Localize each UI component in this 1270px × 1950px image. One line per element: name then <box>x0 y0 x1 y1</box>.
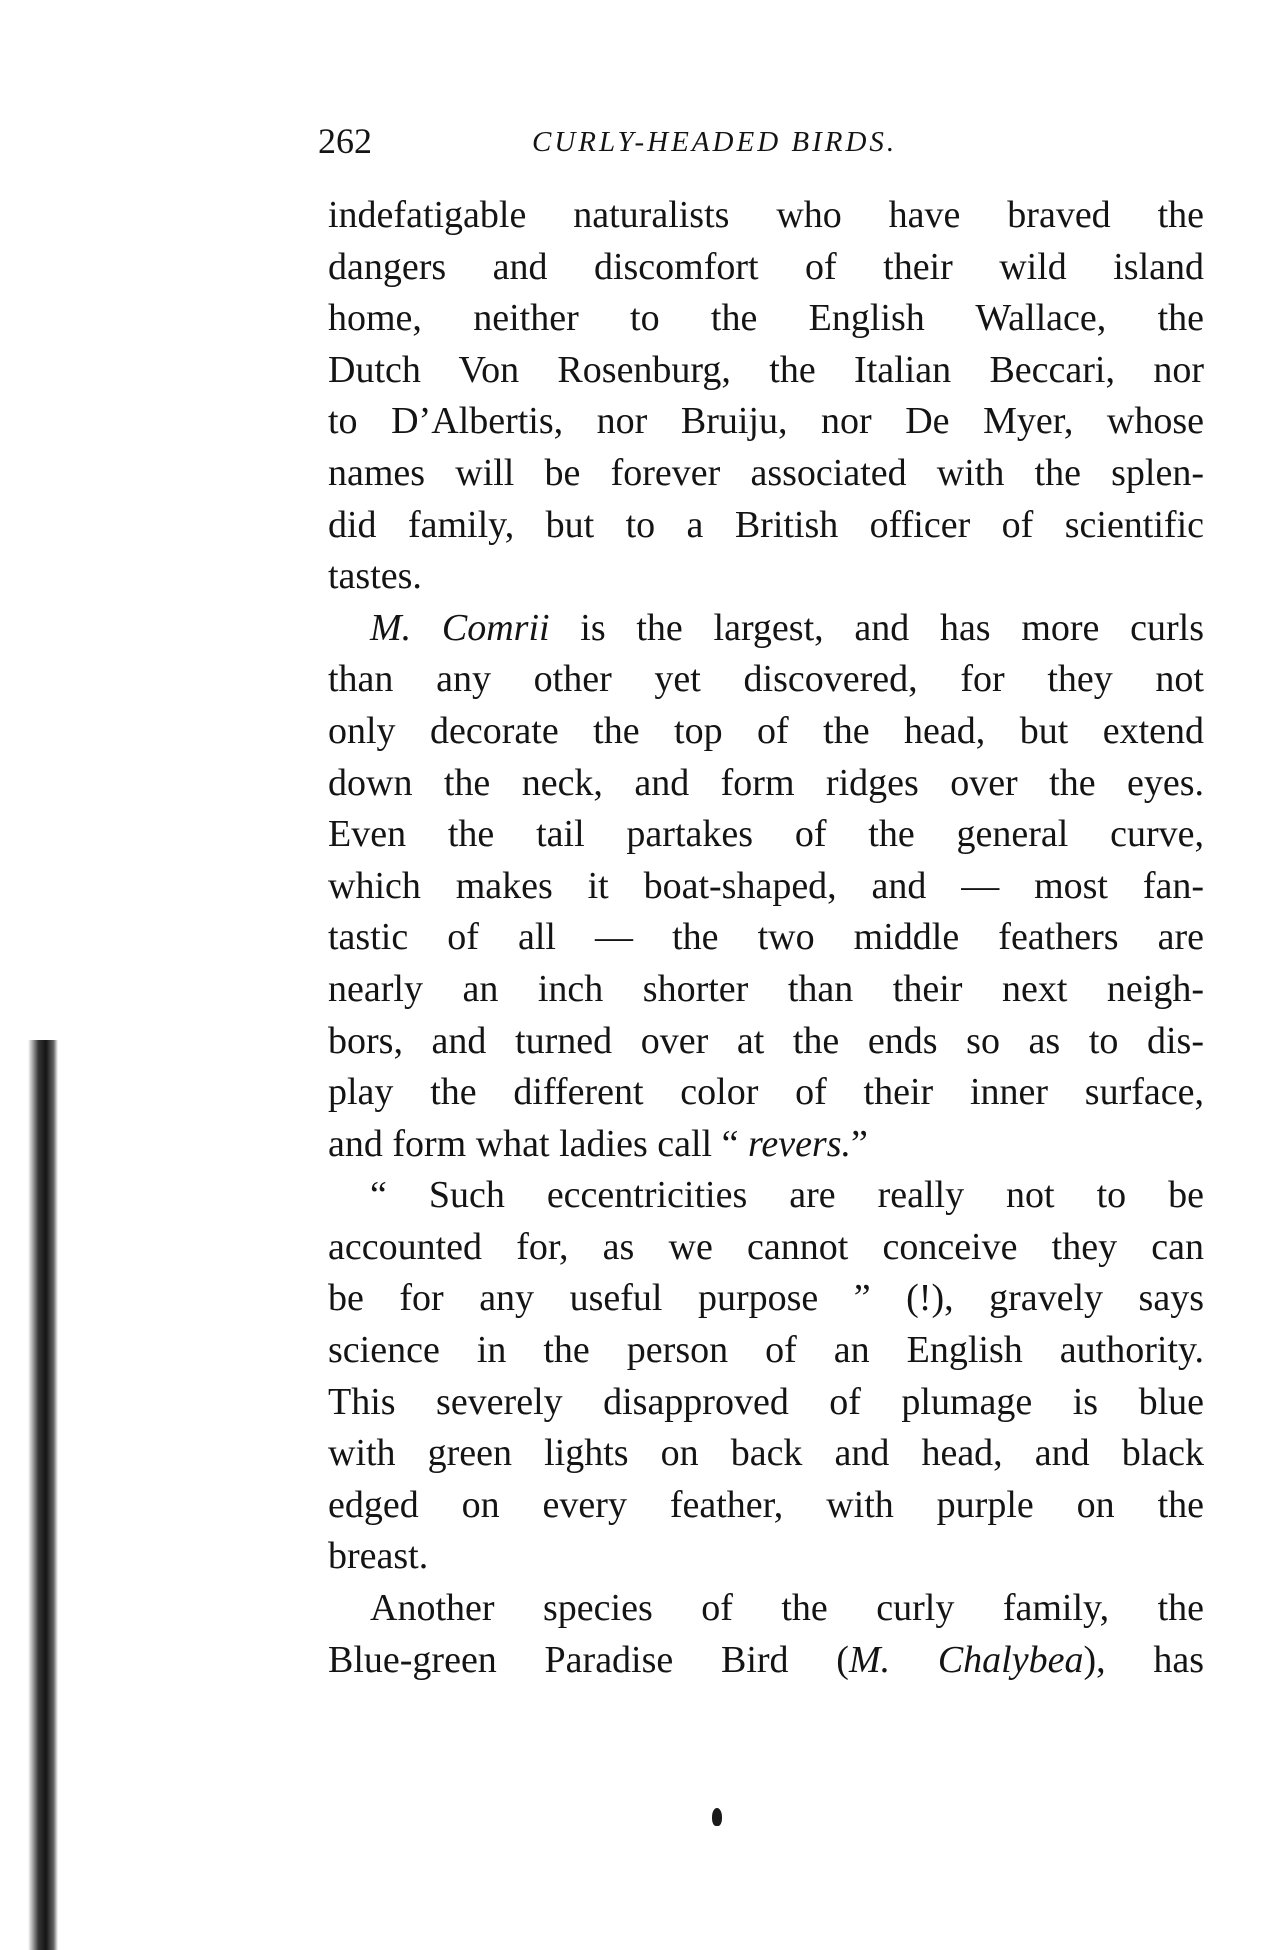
page-header <box>318 120 1218 170</box>
page-binding-shadow <box>28 1040 58 1950</box>
running-head: CURLY-HEADED BIRDS. <box>532 126 898 158</box>
text-line: “ Such eccentricities are really not to be <box>370 1174 1204 1217</box>
text-run: is the largest, and has more curls <box>549 606 1204 649</box>
text-line: names will be forever associated with the splen- <box>328 451 1204 494</box>
text-run: and form what ladies call “ <box>328 1122 748 1165</box>
text-line <box>328 1635 1204 1687</box>
text-line: than any other yet discovered, for they not <box>328 658 1204 701</box>
text-line: nearly an inch shorter than their next neigh- <box>328 967 1204 1010</box>
text-line: with green lights on back and head, and black <box>328 1432 1204 1475</box>
text-line: play the different color of their inner surface, <box>328 1071 1204 1114</box>
text-line: did family, but to a British officer of scientific <box>328 503 1204 546</box>
text-line: accounted for, as we cannot conceive they can <box>328 1225 1204 1268</box>
text-run: ” <box>851 1122 868 1165</box>
text-line: be for any useful purpose ” (!), gravely says <box>328 1277 1204 1320</box>
text-run: ), has <box>1083 1638 1204 1681</box>
italic-text: M. Comrii <box>370 606 550 649</box>
text-line: tastic of all — the two middle feathers are <box>328 916 1204 959</box>
text-run: Blue-green Paradise Bird ( <box>328 1638 849 1681</box>
text-line: to D’Albertis, nor Bruiju, nor De Myer, whose <box>328 400 1204 443</box>
text-line: tastes. <box>328 555 422 598</box>
text-line: dangers and discomfort of their wild island <box>328 245 1204 288</box>
text-line: only decorate the top of the head, but extend <box>328 709 1204 752</box>
body-text <box>328 190 1204 1686</box>
italic-text: M. Chalybea <box>848 1638 1084 1681</box>
text-line: down the neck, and form ridges over the eyes. <box>328 761 1204 804</box>
text-line: science in the person of an English authority. <box>328 1329 1204 1372</box>
text-line: Even the tail partakes of the general curve, <box>328 813 1204 856</box>
italic-text: revers. <box>747 1122 852 1165</box>
text-line: home, neither to the English Wallace, the <box>328 297 1204 340</box>
printer-mark <box>712 1808 722 1826</box>
text-line <box>328 603 1204 655</box>
text-line: breast. <box>328 1535 429 1578</box>
text-line: This severely disapproved of plumage is blue <box>328 1380 1204 1423</box>
text-line: edged on every feather, with purple on the <box>328 1483 1204 1526</box>
page-number: 262 <box>318 121 372 161</box>
text-line: bors, and turned over at the ends so as to dis- <box>328 1019 1204 1062</box>
text-line <box>328 1119 1204 1171</box>
text-line: which makes it boat-shaped, and — most fan- <box>328 864 1204 907</box>
text-line: Dutch Von Rosenburg, the Italian Beccari, nor <box>328 348 1204 391</box>
text-line: Another species of the curly family, the <box>370 1587 1204 1630</box>
text-line: indefatigable naturalists who have braved the <box>328 194 1204 236</box>
